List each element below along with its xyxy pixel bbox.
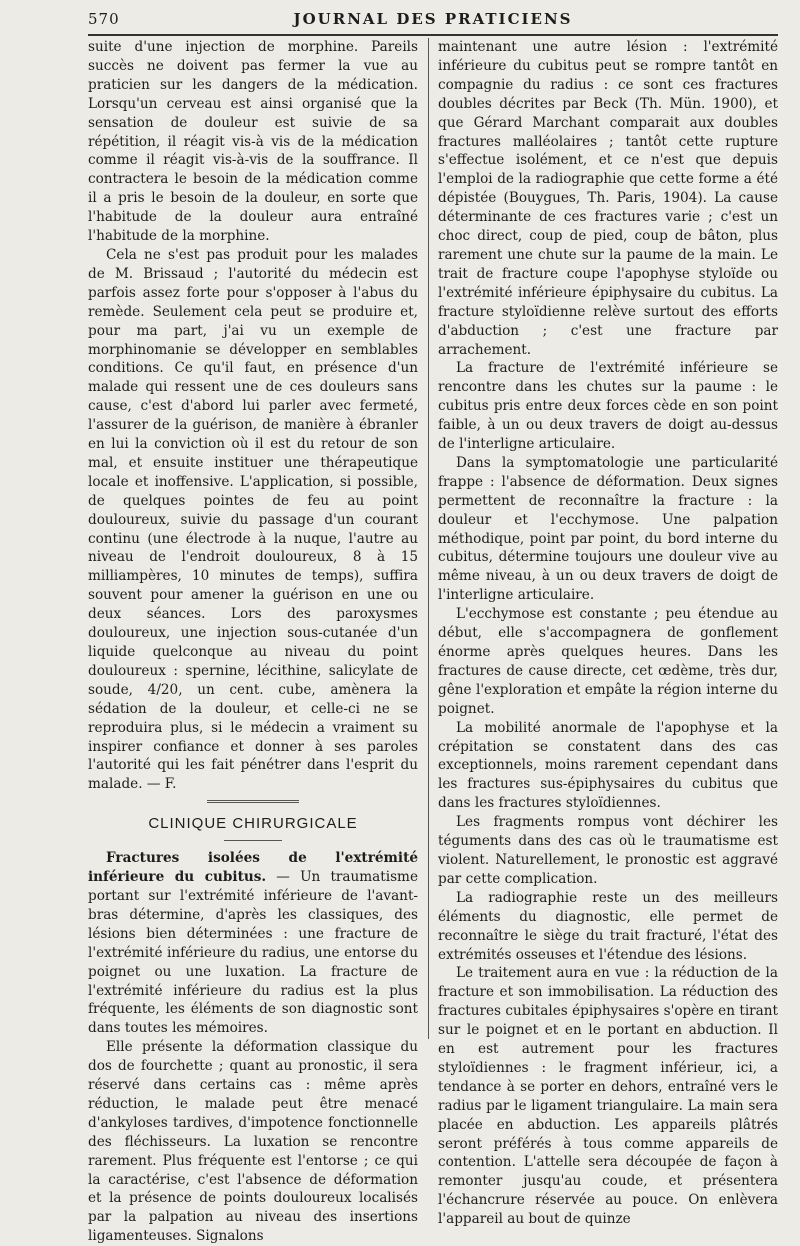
paragraph: L'ecchymose est constante ; peu étendue au début, elle s'accompagnera de gonflement énorme après quelques heures. Dans les fractures de cause directe, cet œdème, très dur, gêne l'exploration et empâte la région interne du poignet. xyxy=(438,606,778,717)
paragraph: Les fragments rompus vont déchirer les téguments dans des cas où le traumatisme est violent. Naturellement, le pronostic est aggravé par cette complication. xyxy=(438,814,778,887)
page-header xyxy=(88,8,778,36)
section-title: CLINIQUE CHIRURGICALE xyxy=(148,815,358,833)
paragraph: La radiographie reste un des meilleurs éléments du diagnostic, elle permet de reconnaître le siège du trait fracturé, l'état des extrémités osseuses et l'étendue des lésions. xyxy=(438,889,778,963)
section-title-rule xyxy=(224,840,282,841)
paragraph: Elle présente la déformation classique du dos de fourchette ; quant au pronostic, il sera réservé dans certains cas : même après réduction, le malade peut être menacé d'ankyloses tardives, d'impotence fonctionnelle des fléchisseurs. La luxation se rencontre rarement. Plus fréquente est l'entorse ; ce qui la caractérise, c'est l'absence de déformation et la présence de points douloureux localisés par la palpation au niveau des insertions ligamenteuses. Signalons xyxy=(88,1039,418,1245)
journal-title: JOURNAL DES PRATICIENS xyxy=(293,10,573,28)
paragraph: La mobilité anormale de l'apophyse et la crépitation se constatent dans des cas exceptionnels, moins rarement cependant dans les fractures sus-épiphysaires du cubitus que dans les fractures styloïdiennes. xyxy=(438,719,778,812)
article-title: Fractures isolées de l'extrémité inférieure du cubitus. xyxy=(88,850,418,886)
paragraph: Cela ne s'est pas produit pour les malades de M. Brissaud ; l'autorité du médecin est parfois assez forte pour s'opposer à l'abus du remède. Seulement cela peut se produire et, pour ma part, j'ai vu un exemple de morphinomanie se développer en semblables conditions. Ce qu'il faut, en présence d'un malade qui ressent une de ces douleurs sans cause, c'est d'abord lui parler avec fermeté, l'assurer de la guérison, de manière à ébranler en lui la conviction où il est du retour de son mal, et ensuite instituer une thérapeutique locale et inoffensive. L'application, si possible, de quelques pointes de feu au point douloureux, suivie du passage d'un courant continu (une électrode à la nuque, l'autre au niveau de l'endroit douloureux, 8 à 15 milliampères, 10 minutes de temps), suffira souvent pour amener la guérison en une ou deux séances. Lors des paroxysmes douloureux, une injection sous-cutanée d'un liquide quelconque au niveau du point douloureux : spernine, lécithine, salicylate de soude, 4/20, un cent. cube, amènera la sédation de la douleur, et celle-ci ne se reproduira plus, si le médecin a vraiment su inspirer confiance et donner à ses paroles l'autorité qui les fait pénétrer dans l'esprit du malade. — F. xyxy=(88,246,418,793)
paragraph: suite d'une injection de morphine. Pareils succès ne doivent pas fermer la vue au praticien sur les dangers de la médication. Lorsqu'un cerveau est ainsi organisé que la sensation de douleur est suivie de sa répétition, il réagit vis-à vis de la médication comme il réagit vis-à-vis de la souffrance. Il contractera le besoin de la médication comme il a pris le besoin de la douleur, en sorte que l'habitude de la douleur aura entraîné l'habitude de la morphine. xyxy=(88,39,418,245)
article-lead-text: — Un traumatisme portant sur l'extrémité inférieure de l'avant-bras détermine, d'après les classiques, des lésions bien déterminées : une fracture de l'extrémité inférieure du radius, une entorse du poignet ou une luxation. La fracture de l'extrémité inférieure du radius est la plus fréquente, les éléments de son diagnostic sont dans toutes les mémoires. xyxy=(88,869,418,1037)
left-column xyxy=(88,38,418,1245)
paragraph: La fracture de l'extrémité inférieure se rencontre dans les chutes sur la paume : le cubitus pris entre deux forces cède en son point faible, à un ou deux travers de doigt au-dessus de l'interligne articulaire. xyxy=(438,360,778,453)
page-number: 570 xyxy=(88,10,120,28)
paragraph: Le traitement aura en vue : la réduction de la fracture et son immobilisation. La réduction des fractures cubitales épiphysaires s'opère en tirant sur le poignet et en le portant en abduction. Il en est autrement pour les fractures styloïdiennes : le fragment inférieur, ici, a tendance à se porter en dehors, entraîné vers le radius par le ligament triangulaire. La main sera placée en abduction. Les appareils plâtrés seront préférés à tous comme appareils de contention. L'attelle sera découpée de façon à remonter jusqu'au coude, et présentera l'échancrure réservée au pouce. On enlèvera l'appareil au bout de quinze xyxy=(438,965,778,1228)
article-lead-paragraph xyxy=(88,849,418,1038)
paragraph: maintenant une autre lésion : l'extrémité inférieure du cubitus peut se rompre tantôt en compagnie du radius : ce sont ces fractures doubles décrites par Beck (Th. Mün. 1900), et que Gérard Marchant comparait aux doubles fractures malléolaires ; tantôt cette rupture s'effectue isolément, et ce n'est que depuis l'emploi de la radiographie que cette forme a été dépistée (Bouygues, Th. Paris, 1904). La cause déterminante de ces fractures varie ; c'est un choc direct, coup de pied, coup de bâton, plus rarement une chute sur la paume de la main. Le trait de fracture coupe l'apophyse styloïde ou l'extrémité inférieure épiphysaire du cubitus. La fracture styloïdienne relève surtout des efforts d'abduction ; c'est une fracture par arrachement. xyxy=(438,39,778,358)
paragraph: Dans la symptomatologie une particularité frappe : l'absence de déformation. Deux signes permettent de reconnaître la fracture : la douleur et l'ecchymose. Une palpation méthodique, point par point, du bord interne du cubitus, détermine toujours une douleur vive au même niveau, à un ou deux travers de doigt de l'interligne articulaire. xyxy=(438,454,778,604)
column-divider xyxy=(428,38,429,1039)
section-separator xyxy=(207,800,299,803)
right-column xyxy=(438,38,778,1228)
